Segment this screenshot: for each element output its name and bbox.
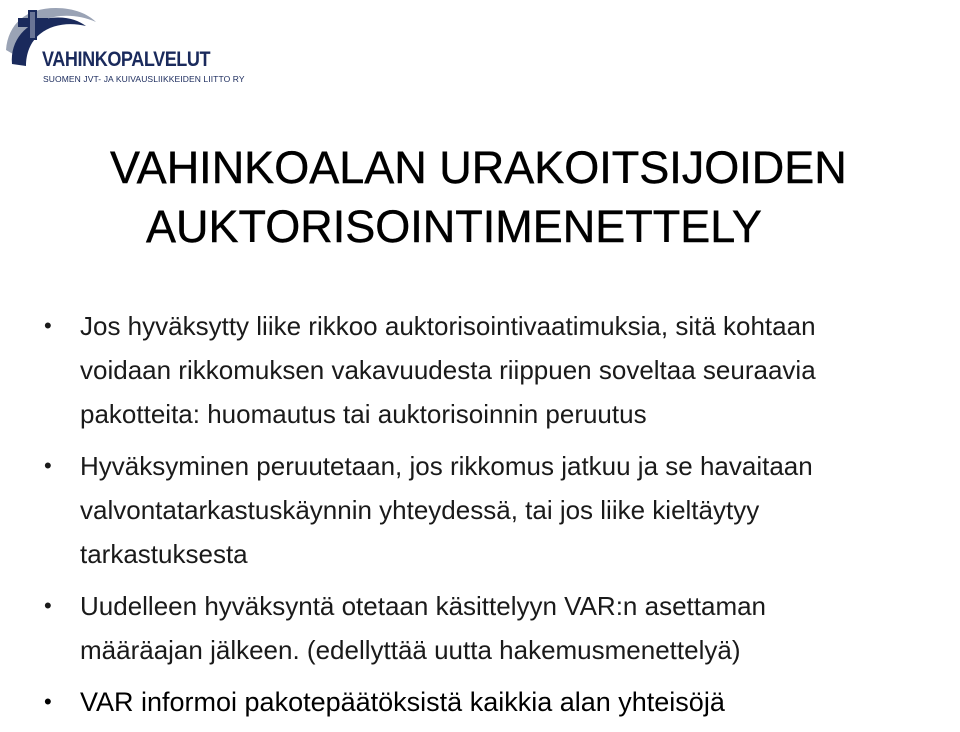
logo-name: VAHINKOPALVELUT <box>42 48 211 71</box>
list-item-line: valvontatarkastuskäynnin yhteydessä, tai jos liike kieltäytyy <box>80 495 760 525</box>
list-item-line: VAR informoi pakotepäätöksistä kaikkia alan yhteisöjä <box>80 687 725 717</box>
bullet-marker: • <box>44 313 52 338</box>
title-line-1: VAHINKOALAN URAKOITSIJOIDEN <box>110 142 847 193</box>
page-title <box>0 138 960 256</box>
list-item <box>40 584 940 672</box>
bullet-marker: • <box>44 593 52 618</box>
bullet-list <box>40 304 940 732</box>
vahinkopalvelut-logo <box>4 4 245 88</box>
list-item-line: Uudelleen hyväksyntä otetaan käsittelyyn VAR:n asettaman <box>80 591 767 621</box>
list-item-line: pakotteita: huomautus tai auktorisoinnin peruutus <box>80 399 647 429</box>
title-line-2: AUKTORISOINTIMENETTELY <box>146 201 762 252</box>
list-item-line: Hyväksyminen peruutetaan, jos rikkomus jatkuu ja se havaitaan <box>80 451 813 481</box>
logo-subtitle: SUOMEN JVT- JA KUIVAUSLIIKKEIDEN LIITTO RY <box>43 74 245 84</box>
list-item-line: määräajan jälkeen. (edellyttää uutta hakemusmenettelyä) <box>80 635 741 665</box>
list-item <box>40 444 940 576</box>
list-item-line: Jos hyväksytty liike rikkoo auktorisointivaatimuksia, sitä kohtaan <box>80 311 816 341</box>
bullet-marker: • <box>44 453 52 478</box>
bullet-marker: • <box>44 689 52 714</box>
list-item-line: voidaan rikkomuksen vakavuudesta riippuen soveltaa seuraavia <box>80 355 816 385</box>
list-item-line: tarkastuksesta <box>80 539 248 569</box>
list-item <box>40 304 940 436</box>
list-item <box>40 680 940 724</box>
